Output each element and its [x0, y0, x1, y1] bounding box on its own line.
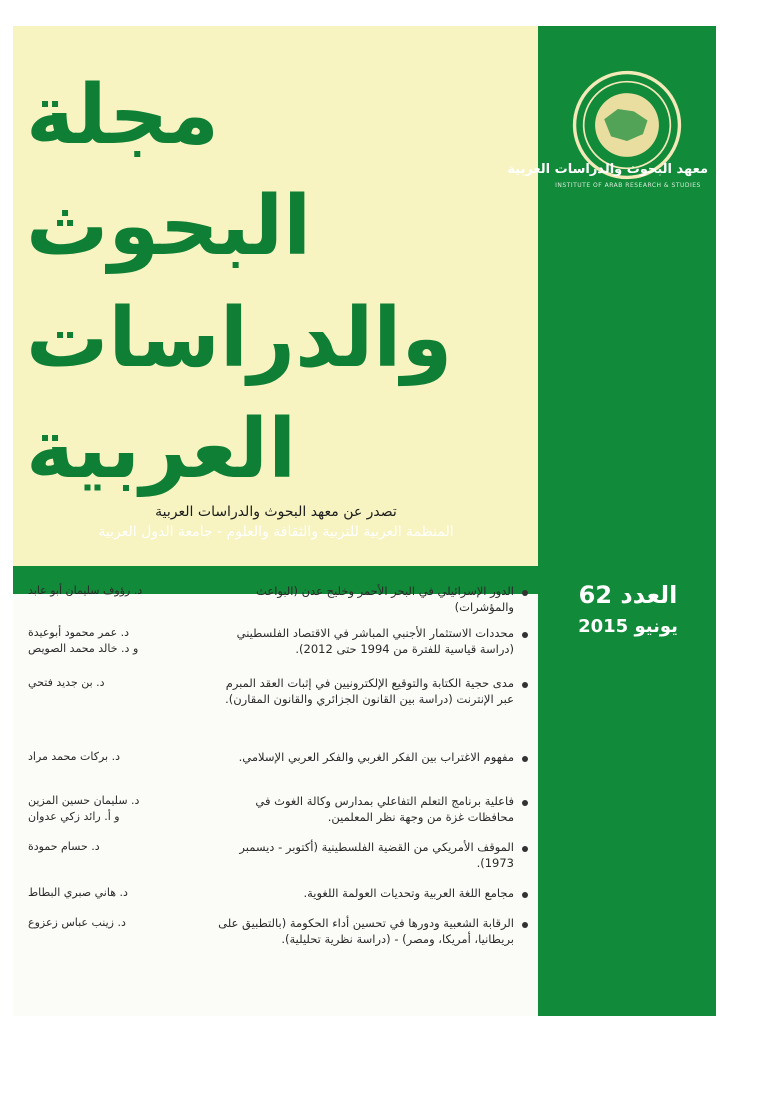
publisher-line-1: تصدر عن معهد البحوث والدراسات العربية: [155, 504, 397, 520]
publisher-info: [26, 504, 526, 542]
bullet-icon: [522, 682, 528, 688]
institute-name-ar: معهد البحوث والدراسات العربية: [507, 162, 708, 177]
article-title: محددات الاستثمار الأجنبي المباشر في الاقتصاد الفلسطيني (دراسة قياسية للفترة من 1994 حتى 2012).: [236, 626, 514, 656]
bullet-icon: [522, 756, 528, 762]
table-of-contents: [28, 583, 528, 975]
institute-name-en: INSTITUTE OF ARAB RESEARCH & STUDIES: [555, 182, 701, 189]
title-line-1: مجلة: [26, 68, 220, 163]
article-title-block: [214, 675, 528, 707]
author-name: د. بن جديد فتحي: [28, 676, 105, 689]
article-title-block: [214, 915, 528, 947]
publisher-line-2: المنظمة العربية للتربية والثقافة والعلوم - جامعة الدول العربية: [98, 524, 454, 540]
article-item: [28, 839, 528, 885]
author-name: د. هاني صبري البطاط: [28, 886, 128, 899]
article-item: [28, 625, 528, 675]
journal-cover: [13, 26, 716, 1016]
author-name: د. سليمان حسين المزين: [28, 794, 140, 807]
bullet-icon: [522, 922, 528, 928]
bullet-icon: [522, 846, 528, 852]
article-item: [28, 675, 528, 749]
article-title: مفهوم الاغتراب بين الفكر الغربي والفكر العربي الإسلامي.: [238, 750, 514, 764]
article-item: [28, 793, 528, 839]
bullet-icon: [522, 632, 528, 638]
author-name: د. رؤوف سليمان أبو عابد: [28, 584, 143, 597]
article-item: [28, 915, 528, 975]
title-line-2: البحوث: [26, 179, 312, 275]
article-item: [28, 885, 528, 915]
bullet-icon: [522, 800, 528, 806]
article-authors: [28, 915, 198, 931]
article-title: الموقف الأمريكي من القضية الفلسطينية (أكتوبر - ديسمبر 1973).: [239, 840, 514, 870]
article-title: مجامع اللغة العربية وتحديات العولمة اللغوية.: [303, 886, 514, 900]
article-title-block: [214, 749, 528, 765]
article-item: [28, 583, 528, 625]
author-name: د. حسام حمودة: [28, 840, 100, 853]
article-title-block: [214, 885, 528, 901]
article-item: [28, 749, 528, 793]
author-name: و د. خالد محمد الصويص: [28, 642, 139, 655]
author-name: د. زينب عباس زعزوع: [28, 916, 126, 929]
author-name: د. عمر محمود أبوعيدة: [28, 626, 130, 639]
issue-date: يونيو 2015: [578, 616, 678, 637]
author-name: و أ. رائد زكي عدوان: [28, 810, 120, 823]
article-authors: [28, 885, 198, 901]
article-title-block: [214, 839, 528, 871]
bullet-icon: [522, 590, 528, 596]
title-line-3: والدراسات: [26, 290, 453, 386]
article-authors: [28, 675, 198, 691]
journal-title: [26, 68, 526, 498]
article-authors: [28, 583, 198, 599]
article-authors: [28, 839, 198, 855]
title-line-4: العربية: [26, 401, 297, 497]
article-title-block: [214, 625, 528, 657]
article-title: مدى حجية الكتابة والتوقيع الإلكترونيين في إثبات العقد المبرم عبر الإنترنت (دراسة بين القانون الجزائري والقانون المقارن).: [225, 676, 514, 706]
article-title: فاعلية برنامج التعلم التفاعلي بمدارس وكالة الغوث في محافظات غزة من وجهة نظر المعلمين.: [255, 794, 514, 824]
article-title-block: [214, 793, 528, 825]
article-title: الرقابة الشعبية ودورها في تحسين أداء الحكومة (بالتطبيق على بريطانيا، أمريكا، ومصر) - (دراسة نظرية تحليلية).: [218, 916, 514, 946]
article-authors: [28, 749, 198, 765]
article-title-block: [214, 583, 528, 615]
issue-number: العدد 62: [578, 581, 678, 609]
article-authors: [28, 625, 198, 657]
author-name: د. بركات محمد مراد: [28, 750, 121, 763]
bullet-icon: [522, 892, 528, 898]
article-authors: [28, 793, 198, 825]
article-title: الدور الإسرائيلي في البحر الأحمر وخليج عدن (البواعث والمؤشرات): [256, 584, 514, 614]
